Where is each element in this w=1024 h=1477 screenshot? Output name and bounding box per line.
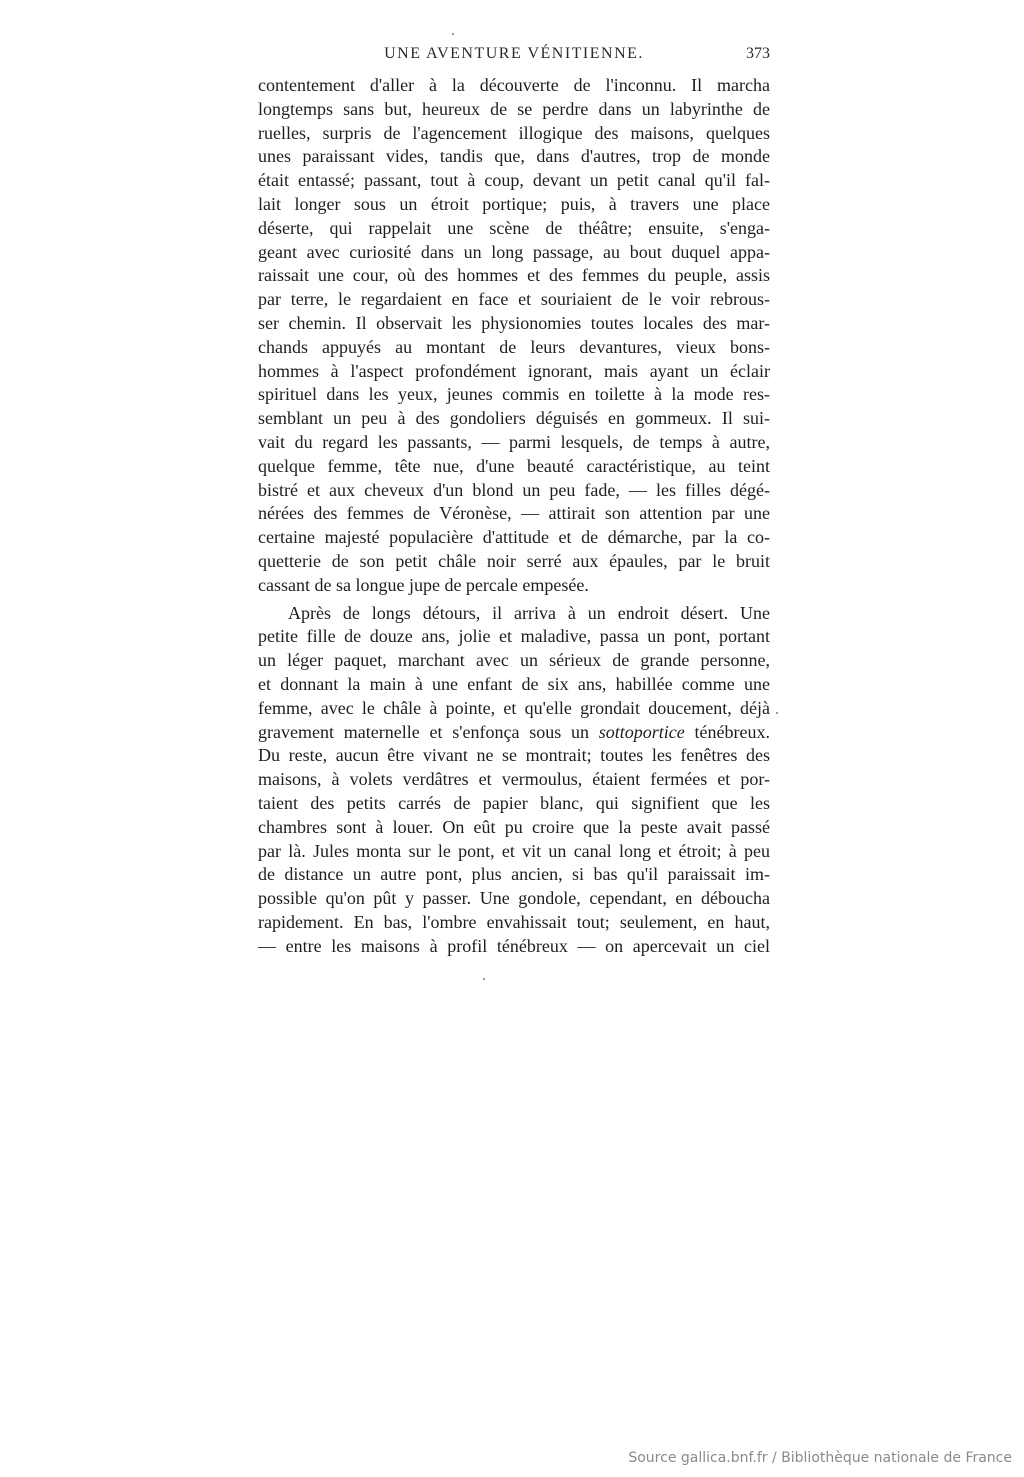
scan-speck bbox=[776, 712, 778, 714]
text-line: ser chemin. Il observait les physionomies toutes locales des mar- bbox=[258, 312, 770, 333]
text-line: maisons, à volets verdâtres et vermoulus, étaient fermées et por- bbox=[258, 769, 770, 790]
text-line: possible qu'on pût y passer. Une gondole, cependant, en déboucha bbox=[258, 888, 770, 909]
text-line: semblant un peu à des gondoliers déguisés en gommeux. Il sui- bbox=[258, 408, 770, 429]
text-line: nérées des femmes de Véronèse, — attirait son attention par une bbox=[258, 503, 770, 524]
text-line: par là. Jules monta sur le pont, et vit un canal long et étroit; à peu bbox=[258, 840, 770, 861]
text-line: longtemps sans but, heureux de se perdre dans un labyrinthe de bbox=[258, 98, 770, 119]
text-line: déserte, qui rappelait une scène de théâtre; ensuite, s'enga- bbox=[258, 217, 770, 238]
text-line: bistré et aux cheveux d'un blond un peu fade, — les filles dégé- bbox=[258, 479, 770, 500]
paragraph-start-line: Après de longs détours, il arriva à un endroit désert. Une bbox=[288, 602, 770, 623]
text-line: petite fille de douze ans, jolie et maladive, passa un pont, portant bbox=[258, 626, 770, 647]
italic-term: sottoportice bbox=[598, 721, 685, 742]
text-line: par terre, le regardaient en face et souriaient de le voir rebrous- bbox=[258, 289, 770, 310]
text-line: unes paraissant vides, tandis que, dans d'autres, trop de monde bbox=[258, 146, 770, 167]
text-line: ruelles, surpris de l'agencement illogique des maisons, quelques bbox=[258, 122, 770, 143]
text-line: hommes à l'aspect profondément ignorant, mais ayant un éclair bbox=[258, 360, 770, 381]
paragraph-end-line: cassant de sa longue jupe de percale empesée. bbox=[258, 574, 589, 595]
running-title: UNE AVENTURE VÉNITIENNE. bbox=[384, 45, 644, 62]
scan-speck bbox=[452, 33, 454, 35]
text-line: raissait une cour, où des hommes et des femmes du peuple, assis bbox=[258, 265, 770, 286]
text-line: rapidement. En bas, l'ombre envahissait tout; seulement, en haut, bbox=[258, 911, 770, 932]
scan-speck bbox=[483, 978, 485, 980]
text-line: quetterie de son petit châle noir serré aux épaules, par le bruit bbox=[258, 550, 770, 571]
line-head: gravement maternelle et s'enfonça sous un bbox=[258, 721, 589, 742]
text-line: taient des petits carrés de papier blanc, qui signifient que les bbox=[258, 792, 770, 813]
text-line-with-italic bbox=[258, 721, 770, 745]
text-line: chambres sont à louer. On eût pu croire que la peste avait passé bbox=[258, 816, 770, 837]
text-line: chands appuyés au montant de leurs devantures, vieux bons- bbox=[258, 336, 770, 357]
body-text bbox=[258, 74, 770, 958]
text-line: geant avec curiosité dans un long passage, au bout duquel appa- bbox=[258, 241, 770, 262]
line-tail: ténébreux. bbox=[694, 721, 771, 742]
page-number: 373 bbox=[746, 45, 770, 62]
text-line: Du reste, aucun être vivant ne se montrait; toutes les fenêtres des bbox=[258, 745, 770, 766]
text-line: de distance un autre pont, plus ancien, si bas qu'il paraissait im- bbox=[258, 864, 770, 885]
text-line: — entre les maisons à profil ténébreux — on apercevait un ciel bbox=[258, 935, 770, 956]
text-line: certaine majesté populacière d'attitude et de démarche, par la co- bbox=[258, 527, 770, 548]
text-line: et donnant la main à une enfant de six ans, habillée comme une bbox=[258, 673, 770, 694]
text-line: un léger paquet, marchant avec un sérieux de grande personne, bbox=[258, 650, 770, 671]
text-line: était entassé; passant, tout à coup, devant un petit canal qu'il fal- bbox=[258, 170, 770, 191]
text-line: lait longer sous un étroit portique; puis, à travers une place bbox=[258, 193, 770, 214]
text-line: contentement d'aller à la découverte de l'inconnu. Il marcha bbox=[258, 75, 770, 95]
text-line: quelque femme, tête nue, d'une beauté caractéristique, au teint bbox=[258, 455, 770, 476]
text-line: vait du regard les passants, — parmi lesquels, de temps à autre, bbox=[258, 431, 770, 452]
running-head bbox=[258, 45, 770, 69]
text-line: spirituel dans les yeux, jeunes commis en toilette à la mode res- bbox=[258, 384, 770, 405]
source-credit: Source gallica.bnf.fr / Bibliothèque nationale de France bbox=[628, 1450, 1012, 1466]
text-line: femme, avec le châle à pointe, et qu'elle grondait doucement, déjà bbox=[258, 697, 770, 718]
